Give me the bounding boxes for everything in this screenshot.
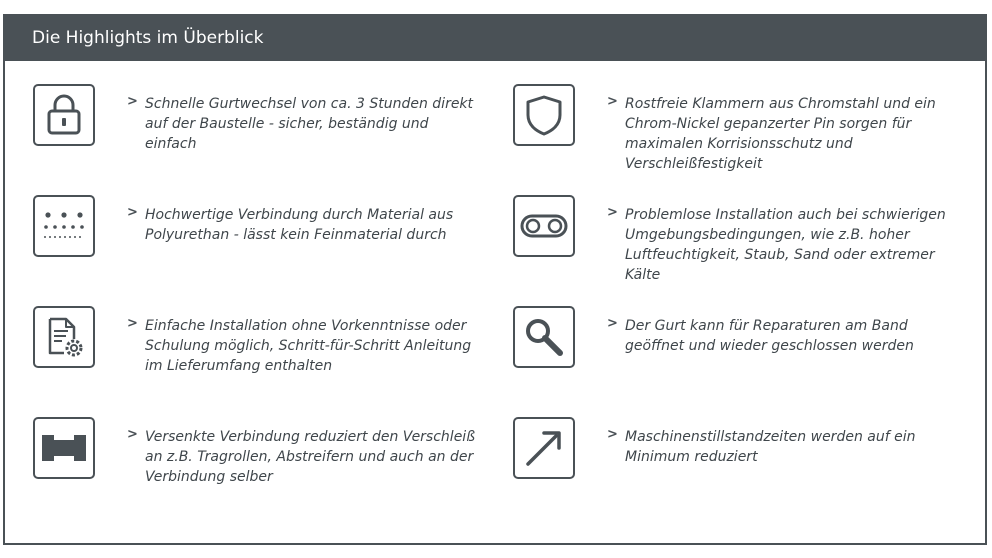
conveyor-icon <box>513 195 575 257</box>
bullet-marker: > <box>607 427 618 442</box>
feature-item <box>33 84 473 174</box>
feature-text: Hochwertige Verbindung durch Material aus Polyurethan - lässt kein Feinmaterial durch <box>145 207 454 243</box>
feature-item <box>513 195 953 285</box>
document-settings-icon <box>33 306 95 368</box>
lock-icon <box>33 84 95 146</box>
bullet-marker: > <box>607 316 618 331</box>
bullet-marker: > <box>607 94 618 109</box>
feature-text: Einfache Installation ohne Vorkenntnisse oder Schulung möglich, Schritt-für-Schritt Anleitung im Lieferumfang enthalten <box>145 318 472 374</box>
shield-icon <box>513 84 575 146</box>
bullet-marker: > <box>127 316 138 331</box>
bullet-marker: > <box>127 205 138 220</box>
feature-text: Maschinenstillstandzeiten werden auf ein Minimum reduziert <box>625 429 916 465</box>
magnifier-icon <box>513 306 575 368</box>
feature-item <box>33 195 473 285</box>
bullet-marker: > <box>127 94 138 109</box>
feature-item <box>33 306 473 396</box>
panel-title: Die Highlights im Überblick <box>5 16 985 61</box>
feature-item <box>513 306 953 396</box>
feature-item <box>513 417 953 507</box>
feature-text: Der Gurt kann für Reparaturen am Band geöffnet und wieder geschlossen werden <box>625 318 914 354</box>
bullet-marker: > <box>127 427 138 442</box>
arrow-up-right-icon <box>513 417 575 479</box>
feature-item <box>513 84 953 174</box>
feature-item <box>33 417 476 507</box>
bullet-marker: > <box>607 205 618 220</box>
feature-text: Rostfreie Klammern aus Chromstahl und ein Chrom-Nickel gepanzerter Pin sorgen für maximalen Korrisionsschutz und Verschleißfestigkeit <box>625 96 936 172</box>
feature-text: Schnelle Gurtwechsel von ca. 3 Stunden direkt auf der Baustelle - sicher, beständig und einfach <box>145 96 474 152</box>
highlights-panel <box>3 14 987 545</box>
feature-text: Versenkte Verbindung reduziert den Verschleiß an z.B. Tragrollen, Abstreifern und auch an der Verbindung selber <box>145 429 476 485</box>
sunken-connector-icon <box>33 417 95 479</box>
dots-filter-icon <box>33 195 95 257</box>
feature-text: Problemlose Installation auch bei schwierigen Umgebungsbedingungen, wie z.B. hoher Luftfeuchtigkeit, Staub, Sand oder extremer Kälte <box>625 207 946 283</box>
